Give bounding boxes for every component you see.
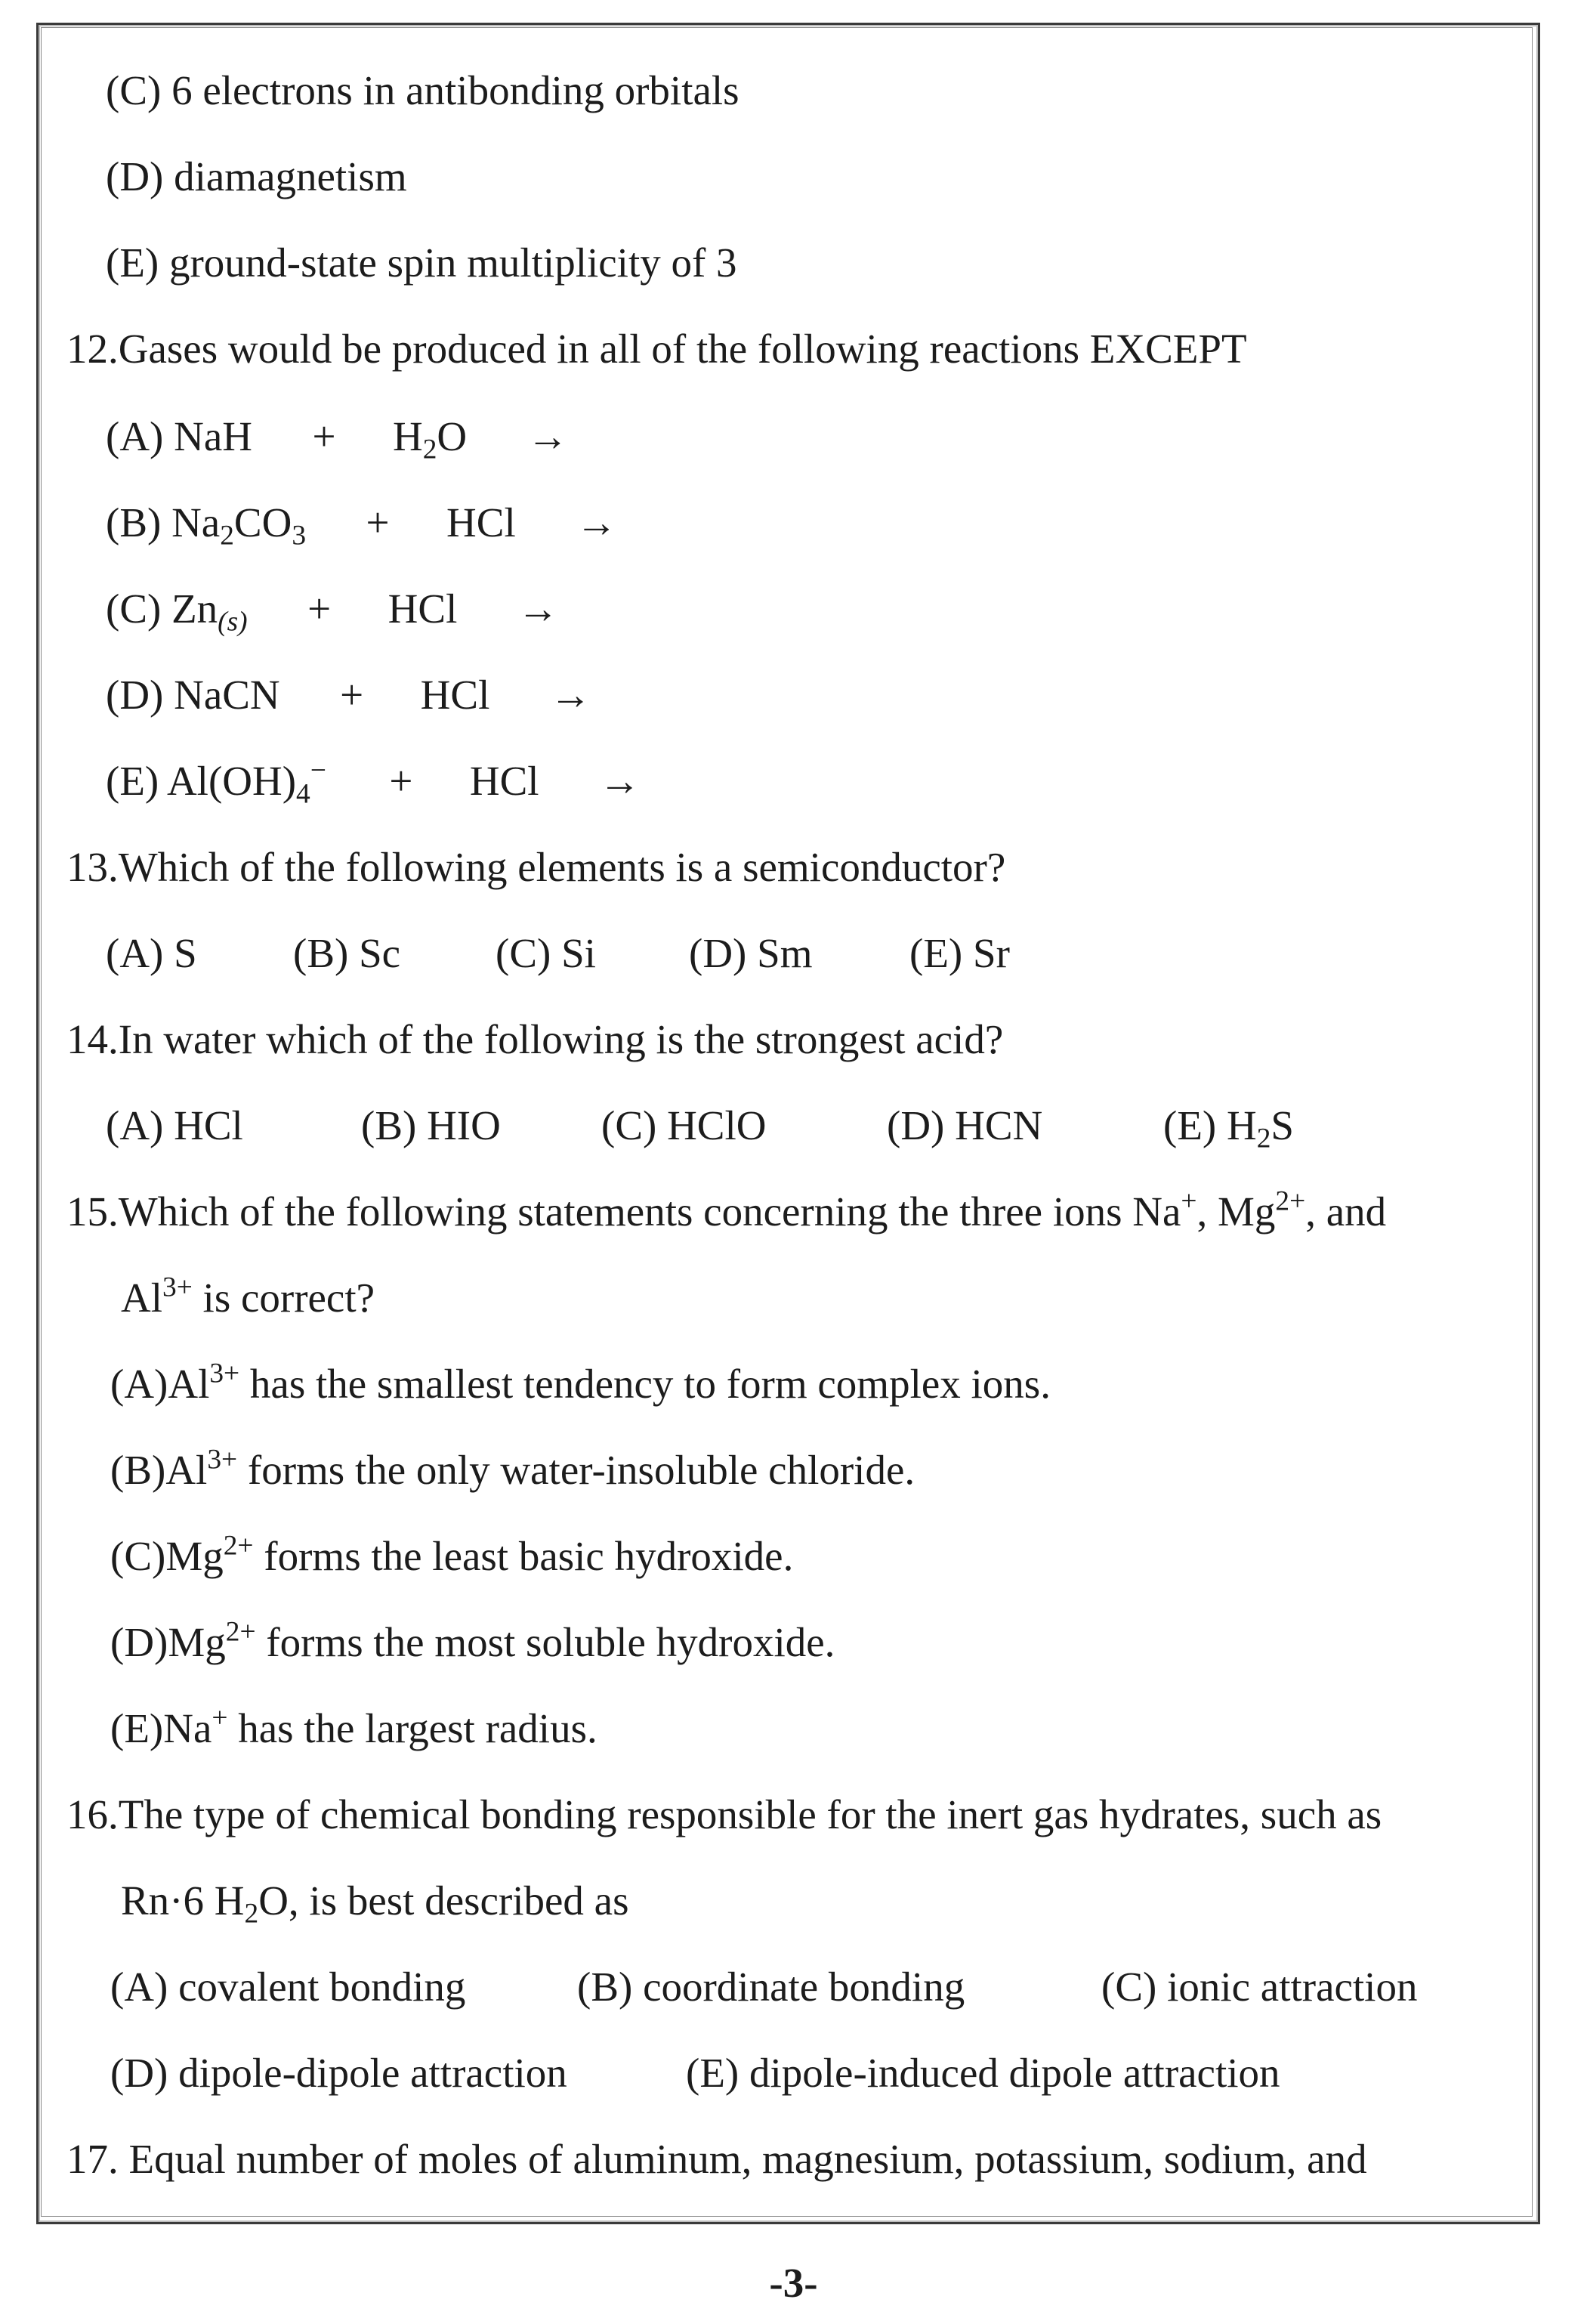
q12-d-reagent: HCl: [420, 672, 490, 718]
q12-a-plus: +: [312, 413, 336, 459]
q12-e-reagent: HCl: [469, 758, 539, 804]
q12-a-label: (A) NaH: [106, 413, 252, 459]
q14-option-c: (C) HClO: [601, 1102, 767, 1148]
q13-stem: 13.Which of the following elements is a semiconductor?: [66, 844, 1006, 890]
q11-option-c: (C) 6 electrons in antibonding orbitals: [106, 67, 739, 113]
q12-c-plus: +: [307, 586, 332, 632]
q15-option-e: (E)Na+ has the largest radius.: [110, 1702, 597, 1751]
q12-d-label: (D) NaCN: [106, 672, 280, 718]
q16-stem: 16.The type of chemical bonding responsible for the inert gas hydrates, such as: [66, 1791, 1382, 1837]
q16-stem-cont: Rn·6 $H_2O$, is best described as: [121, 1877, 629, 1930]
q14-option-a: (A) HCl: [106, 1102, 243, 1148]
q15-stem: 15.Which of the following statements concerning the three ions Na+, $Mg^{2+}$, and: [66, 1185, 1387, 1235]
q15-stem-cont: $Al^{3+}$ is correct?: [121, 1272, 375, 1321]
q12-c-arrow: →: [517, 586, 559, 632]
q15-option-b: $(B)Al^{3+}$ forms the only water-insoluble chloride.: [110, 1444, 915, 1493]
q16-option-c: (C) ionic attraction: [1101, 1964, 1418, 2010]
q12-e-plus: +: [389, 758, 413, 804]
q12-c-label: (C) $Zn_{(s)}$: [106, 586, 248, 638]
q12-b-label: (B) $Na_2CO_3$: [106, 499, 307, 552]
q12-b-reagent: HCl: [446, 499, 516, 545]
q16-option-a: (A) covalent bonding: [110, 1964, 466, 2010]
q13-option-c: (C) Si: [496, 930, 596, 976]
q12-option-c: [106, 586, 559, 638]
q12-a-reagent: $H_2O$: [392, 413, 468, 465]
q16-option-b: (B) coordinate bonding: [577, 1964, 965, 2010]
q15-option-c: $(C)Mg^{2+}$ forms the least basic hydroxide.: [110, 1530, 794, 1579]
q13-option-d: (D) Sm: [689, 930, 813, 976]
q12-option-a: [106, 413, 569, 465]
q12-stem: 12.Gases would be produced in all of the following reactions EXCEPT: [66, 326, 1247, 372]
q15-option-a: $(A)Al^{3+}$ has the smallest tendency to form complex ions.: [110, 1358, 1051, 1407]
q12-a-arrow: →: [526, 413, 569, 459]
q14-option-b: (B) HIO: [361, 1102, 501, 1148]
q11-option-d: (D) diamagnetism: [106, 153, 407, 199]
q12-d-plus: +: [340, 672, 364, 718]
q16-option-e: (E) dipole-induced dipole attraction: [686, 2050, 1280, 2096]
q12-b-arrow: →: [576, 499, 618, 545]
q11-option-e: (E) ground-state spin multiplicity of 3: [106, 240, 737, 286]
q13-option-a: (A) S: [106, 930, 197, 976]
q14-option-e: (E) $H_2S$: [1163, 1102, 1294, 1154]
q14-stem: 14.In water which of the following is the strongest acid?: [66, 1016, 1004, 1062]
q17-stem: 17. Equal number of moles of aluminum, magnesium, potassium, sodium, and: [66, 2136, 1367, 2182]
q12-b-plus: +: [366, 499, 390, 545]
q12-e-label: (E) $Al(OH)_4^-$: [106, 755, 326, 810]
q13-option-e: (E) Sr: [909, 930, 1010, 976]
q13-option-b: (B) Sc: [293, 930, 401, 976]
q15-option-d: $(D)Mg^{2+}$ forms the most soluble hydroxide.: [110, 1616, 835, 1665]
q12-option-e: [106, 755, 641, 810]
q12-e-arrow: →: [599, 758, 641, 804]
q16-option-d: (D) dipole-dipole attraction: [110, 2050, 567, 2096]
q14-option-d: (D) HCN: [887, 1102, 1043, 1148]
q12-c-reagent: HCl: [387, 586, 458, 632]
q12-d-arrow: →: [549, 672, 591, 718]
q12-option-b: [106, 499, 618, 552]
q12-option-d: [106, 672, 591, 718]
page-number: -3-: [769, 2260, 818, 2306]
